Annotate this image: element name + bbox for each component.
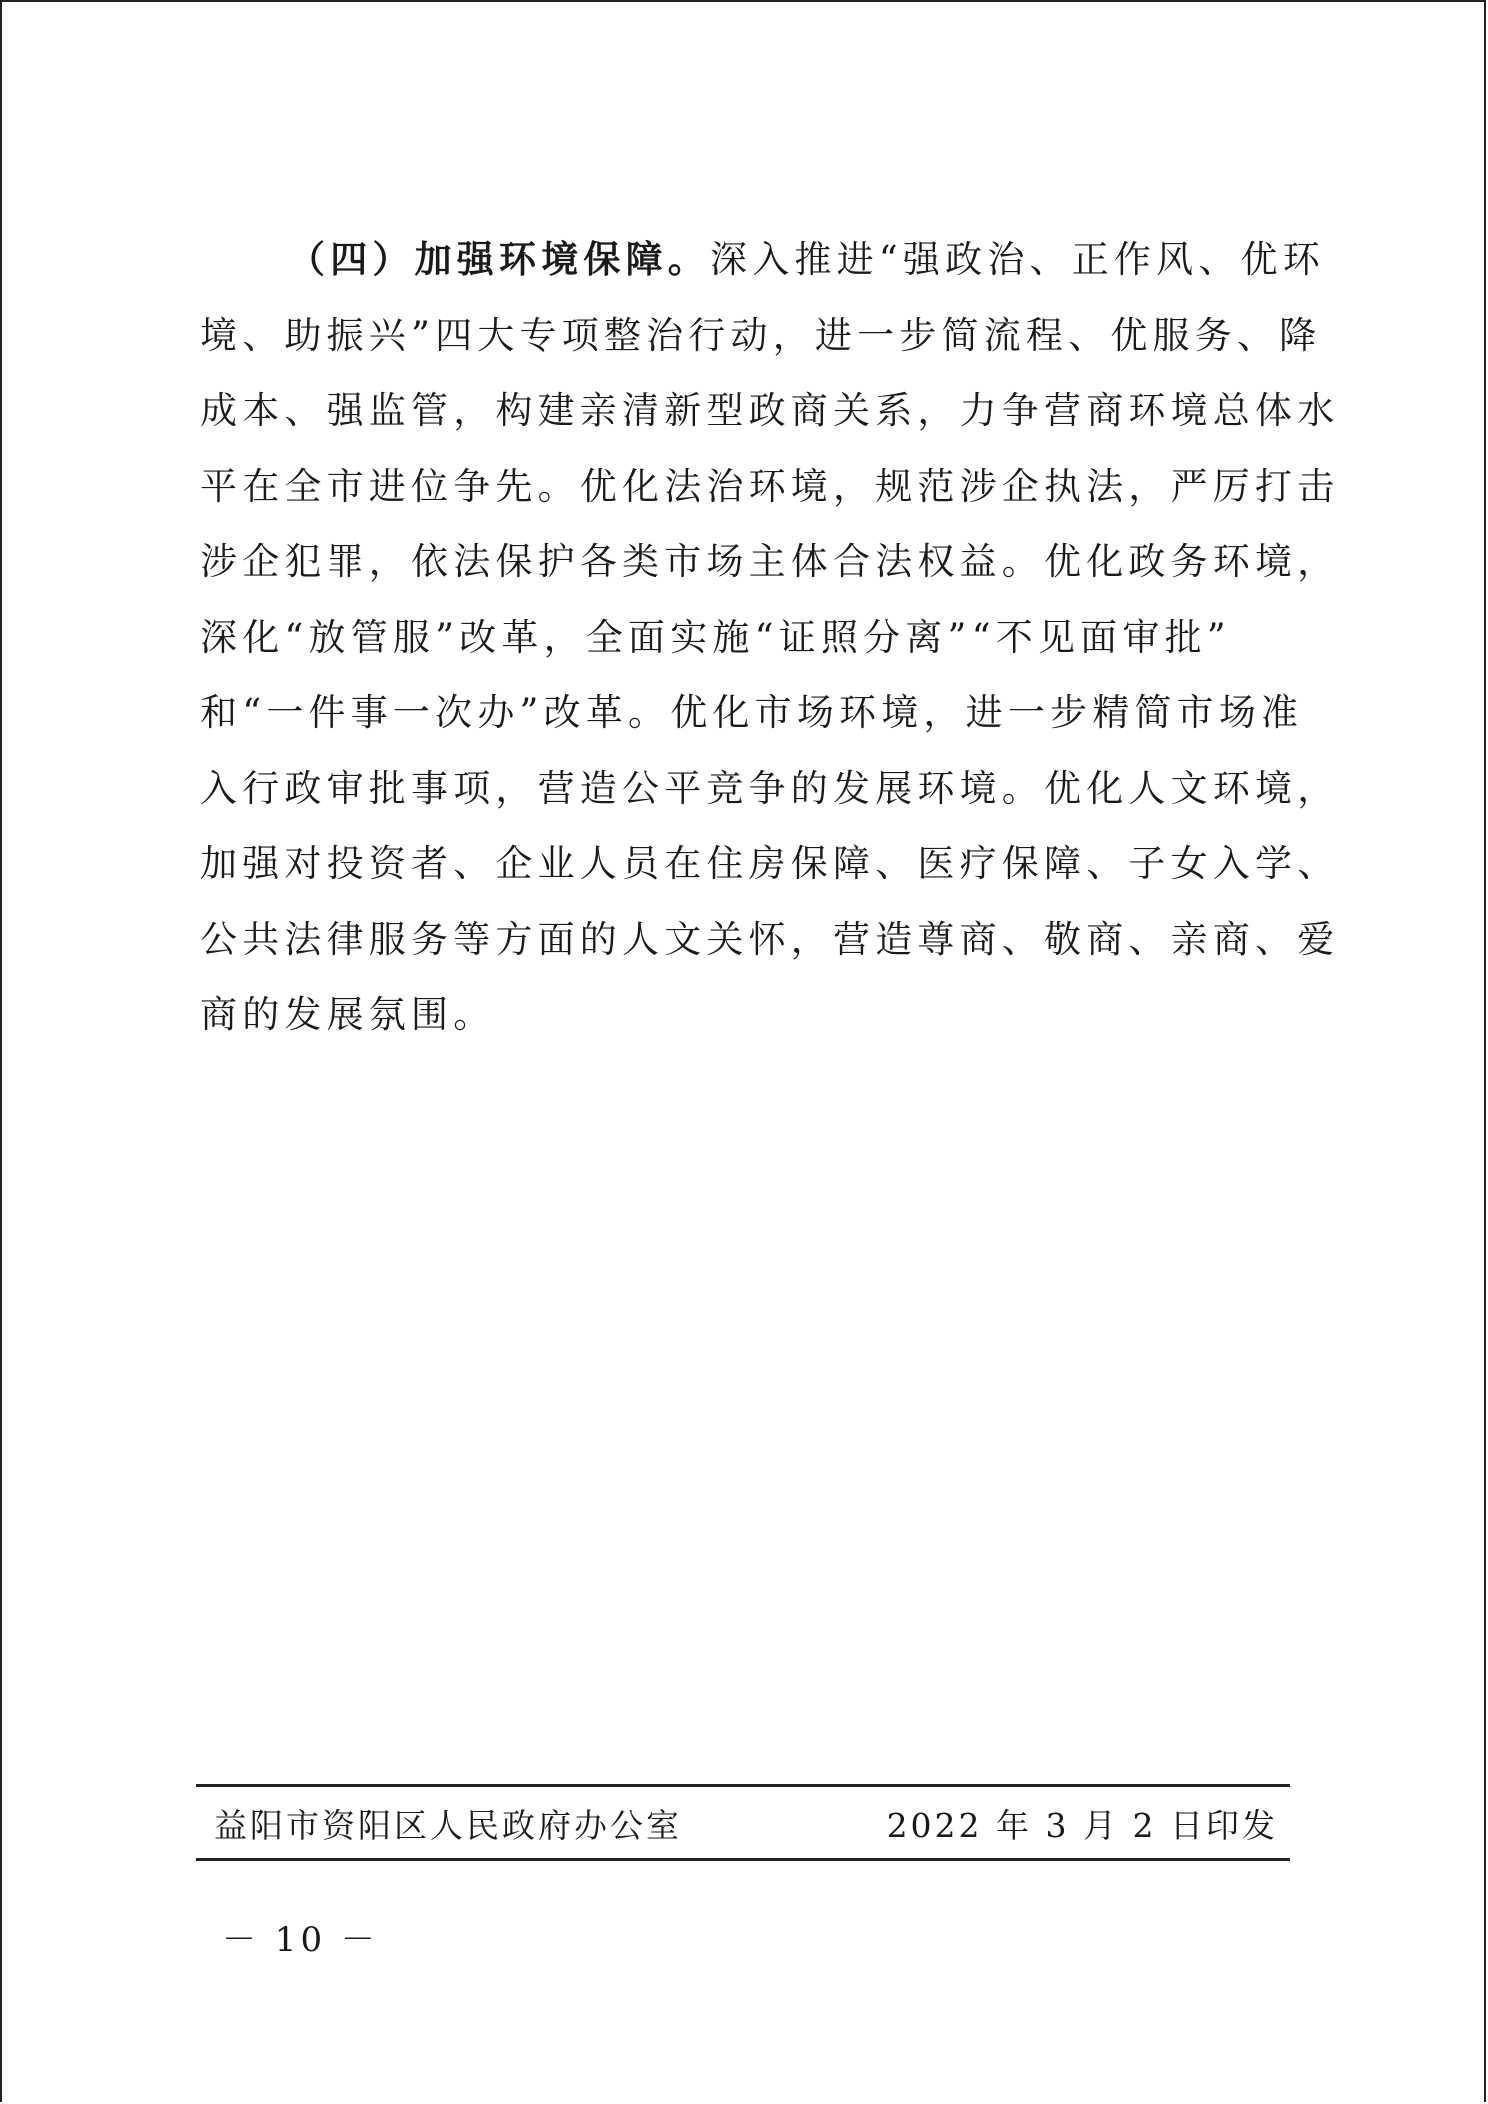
paragraph-text: 深入推进“强政治、正作风、优环: [710, 238, 1325, 281]
paragraph-line: 涉企犯罪，依法保护各类市场主体合法权益。优化政务环境，: [200, 540, 1340, 583]
paragraph-line: 深化“放管服”改革，全面实施“证照分离”“不见面审批”: [200, 615, 1231, 659]
page-number: － 10 －: [222, 1920, 379, 1960]
issue-date: 2022 年 3 月 2 日印发: [886, 1806, 1278, 1845]
paragraph-line: 和“一件事一次办”改革。优化市场环境，进一步精简市场准: [200, 691, 1304, 734]
paragraph-line: 成本、强监管，构建亲清新型政商关系，力争营商环境总体水: [200, 389, 1340, 432]
footer-bottom-rule: [196, 1858, 1290, 1861]
footer-top-rule: [196, 1784, 1290, 1787]
section-heading: （四）加强环境保障。: [288, 237, 710, 281]
paragraph-line: [200, 222, 1325, 298]
section-paragraph: [200, 222, 1340, 1053]
paragraph-line: 境、助振兴”四大专项整治行动，进一步简流程、优服务、降: [200, 313, 1322, 357]
paragraph-line: 入行政审批事项，营造公平竞争的发展环境。优化人文环境，: [200, 766, 1340, 810]
paragraph-line: 平在全市进位争先。优化法治环境，规范涉企执法，严厉打击: [200, 464, 1340, 508]
paragraph-line: 商的发展氛围。: [200, 993, 496, 1036]
issuing-office: 益阳市资阳区人民政府办公室: [214, 1806, 682, 1845]
paragraph-line: 公共法律服务等方面的人文关怀，营造尊商、敬商、亲商、爱: [200, 917, 1340, 961]
paragraph-line: 加强对投资者、企业人员在住房保障、医疗保障、子女入学、: [200, 842, 1340, 885]
